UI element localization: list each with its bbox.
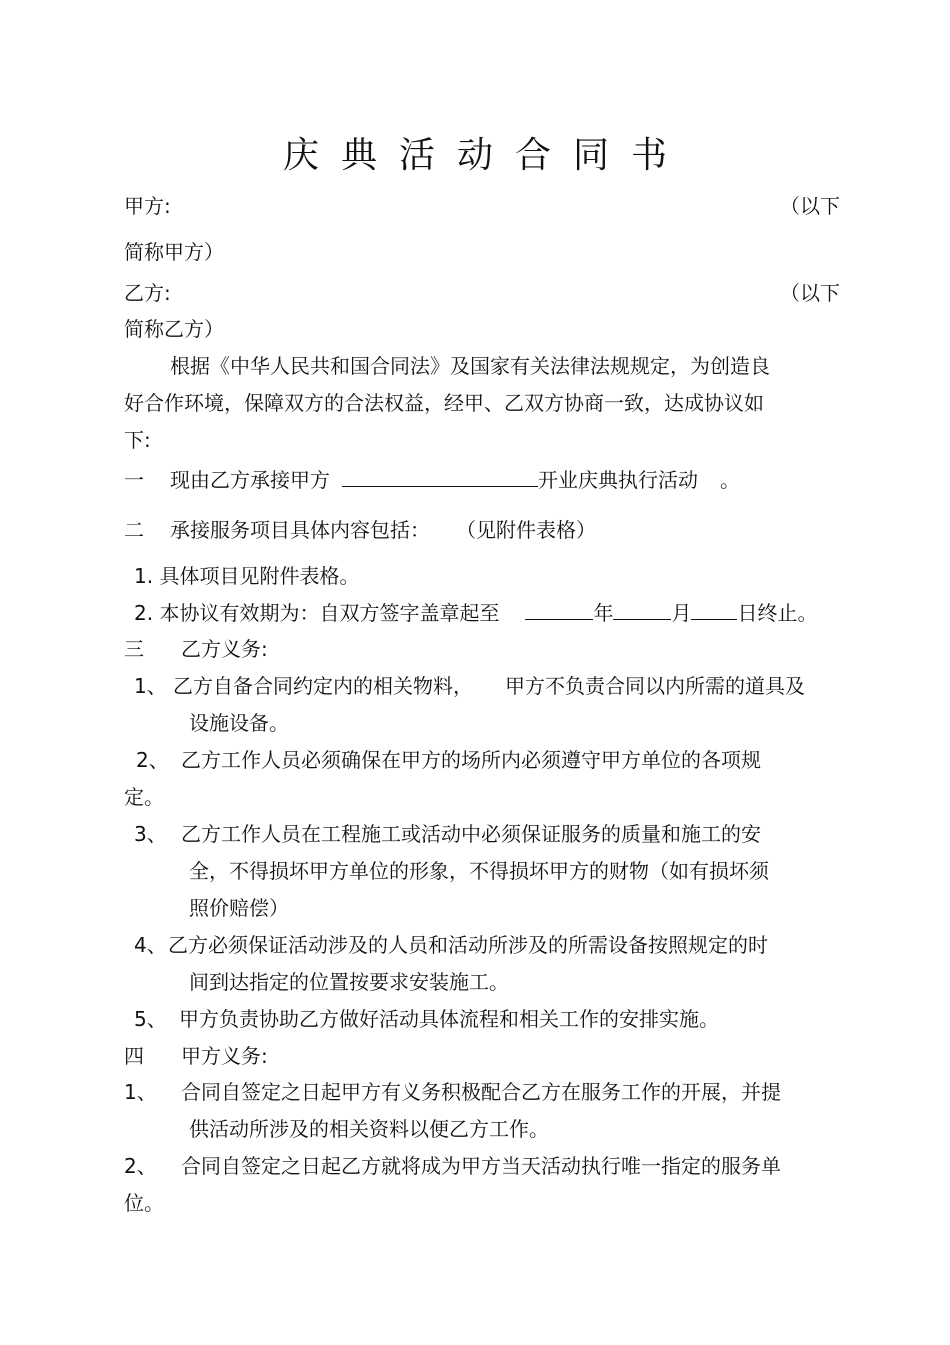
section-4-number: 四 (124, 1044, 144, 1068)
intro-line-1: 根据《中华人民共和国合同法》及国家有关法律法规规定，为创造良 (170, 354, 770, 378)
day-end-label: 日终止。 (737, 601, 818, 625)
s3-item-2-line-b: 定。 (124, 785, 164, 809)
party-b-cont: 简称乙方） (124, 317, 224, 341)
s4-item-2-line-a: 合同自签定之日起乙方就将成为甲方当天活动执行唯一指定的服务单 (181, 1154, 781, 1178)
s4-item-1-line-a: 合同自签定之日起甲方有义务积极配合乙方在服务工作的开展，并提 (181, 1080, 781, 1104)
document-title: 庆典活动合同书 (282, 135, 689, 176)
blank-client-name (342, 468, 538, 487)
section-3-number: 三 (124, 637, 144, 661)
section-1-pre: 现由乙方承接甲方 (170, 468, 330, 492)
section-4-text: 甲方义务: (181, 1044, 268, 1068)
blank-month (613, 601, 671, 620)
party-b-label: 乙方: (124, 281, 171, 305)
section-2-text: 承接服务项目具体内容包括： (170, 518, 430, 542)
s3-item-1-line-a: 乙方自备合同约定内的相关物料， (173, 674, 473, 698)
section-2-note: （见附件表格） (456, 518, 596, 542)
validity-text: 2. 本协议有效期为：自双方签字盖章起至 (134, 601, 500, 625)
party-b-suffix: （以下 (780, 281, 840, 305)
s3-item-3-line-a: 乙方工作人员在工程施工或活动中必须保证服务的质量和施工的安 (181, 822, 761, 846)
s4-item-2-line-b: 位。 (124, 1191, 164, 1215)
party-a-cont: 简称甲方） (124, 240, 224, 264)
s3-item-3-line-c: 照价赔偿） (189, 896, 289, 920)
section-2-number: 二 (124, 518, 144, 542)
s3-item-1-number: 1、 (134, 674, 167, 698)
section-1-text (170, 468, 740, 492)
party-a-suffix: （以下 (780, 194, 840, 218)
s3-item-5-number: 5、 (134, 1007, 167, 1031)
s4-item-1-number: 1、 (124, 1080, 157, 1104)
s3-item-5-line-a: 甲方负责协助乙方做好活动具体流程和相关工作的安排实施。 (179, 1007, 719, 1031)
intro-line-3: 下: (124, 428, 151, 452)
blank-day (691, 601, 737, 620)
section-3-text: 乙方义务: (181, 637, 268, 661)
s3-item-4-number: 4、 (134, 933, 167, 957)
s4-item-1-line-b: 供活动所涉及的相关资料以便乙方工作。 (189, 1117, 549, 1141)
s3-item-4-line-a: 乙方必须保证活动涉及的人员和活动所涉及的所需设备按照规定的时 (168, 933, 768, 957)
s3-item-4-line-b: 间到达指定的位置按要求安装施工。 (189, 970, 509, 994)
month-label: 月 (671, 601, 692, 625)
s3-item-2-line-a: 乙方工作人员必须确保在甲方的场所内必须遵守甲方单位的各项规 (181, 748, 761, 772)
s3-item-2-number: 2、 (136, 748, 169, 772)
section-1-end: 。 (720, 468, 740, 492)
intro-line-2: 好合作环境，保障双方的合法权益，经甲、乙双方协商一致，达成协议如 (124, 391, 764, 415)
s3-item-1-line-c: 设施设备。 (189, 711, 289, 735)
s4-item-2-number: 2、 (124, 1154, 157, 1178)
s3-item-1-line-b: 甲方不负责合同以内所需的道具及 (505, 674, 805, 698)
section-1-post: 开业庆典执行活动 (538, 468, 698, 492)
blank-year (525, 601, 593, 620)
section-2-item-2 (134, 601, 817, 625)
year-label: 年 (593, 601, 614, 625)
section-2-item-1: 1. 具体项目见附件表格。 (134, 564, 360, 588)
s3-item-3-line-b: 全，不得损坏甲方单位的形象，不得损坏甲方的财物（如有损坏须 (189, 859, 769, 883)
section-1-number: 一 (124, 468, 144, 492)
s3-item-3-number: 3、 (134, 822, 167, 846)
party-a-label: 甲方: (124, 194, 171, 218)
